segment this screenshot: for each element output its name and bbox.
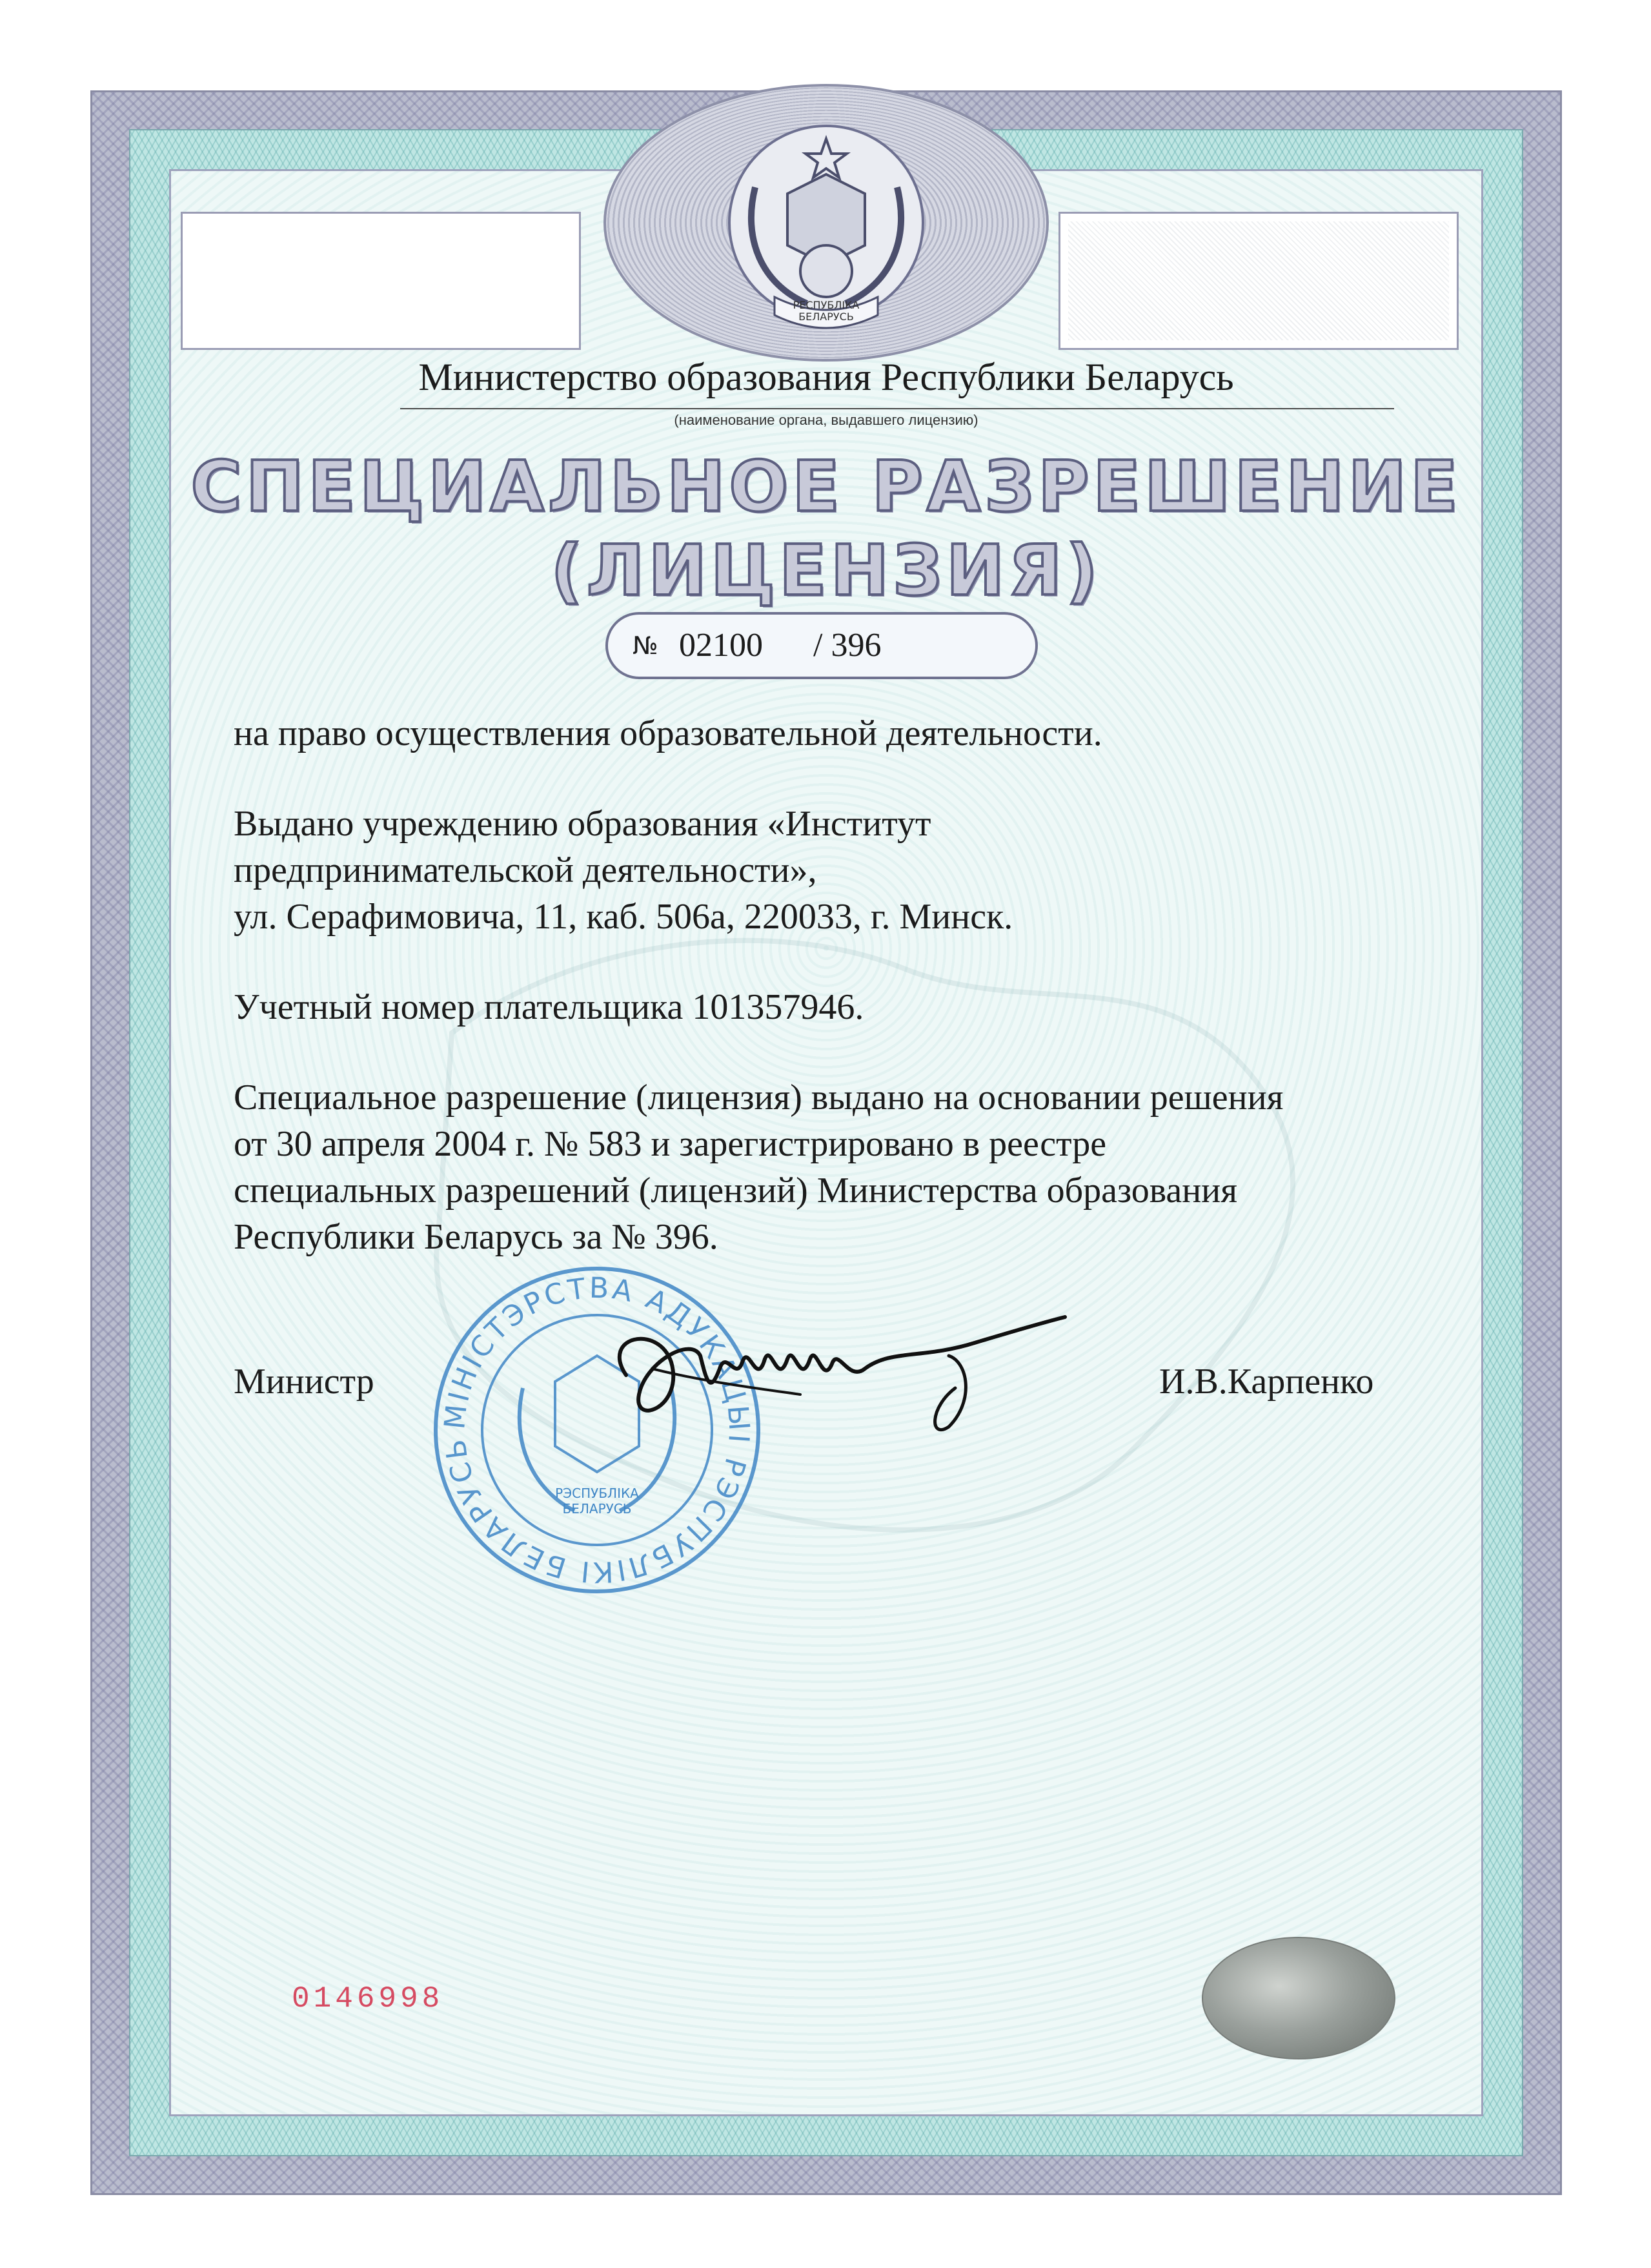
emblem-ribbon-text-2: БЕЛАРУСЬ [798,311,854,323]
license-registry-number: / 396 [813,627,882,664]
license-number-box [605,612,1038,679]
issuer-underline [400,408,1394,409]
document-title-line-1: СПЕЦИАЛЬНОЕ РАЗРЕШЕНИЕ [190,447,1462,527]
signatory-title: Министр [234,1362,374,1402]
issued-to-line-1: Выдано учреждению образования «Институт [234,804,931,844]
issuing-authority: Министерство образования Республики Беларусь [418,356,1234,398]
issued-to-line-3: ул. Серафимовича, 11, каб. 506а, 220033, г. Минск. [234,897,1013,937]
basis-line-2: от 30 апреля 2004 г. № 583 и зарегистрировано в реестре [234,1124,1107,1164]
document-title [181,445,1472,613]
seal-ring-text: МІНІСТЭРСТВА АДУКАЦЫІ РЭСПУБЛІКІ БЕЛАРУСЬ [438,1271,756,1589]
seal-center-text-2: БЕЛАРУСЬ [562,1501,632,1517]
basis-line-3: специальных разрешений (лицензий) Министерства образования [234,1170,1237,1211]
issued-to-line-2: предпринимательской деятельности», [234,850,817,890]
license-purpose: на право осуществления образовательной деятельности. [234,713,1102,753]
blank-cartouche-left [181,212,581,350]
form-serial-number: 0146998 [292,1982,444,2016]
document-title-line-2: (ЛИЦЕНЗИЯ) [551,531,1102,611]
state-emblem-icon [704,110,949,342]
blank-cartouche-right [1058,212,1459,350]
number-sign: № [633,631,658,660]
license-series-number: 02100 [679,627,763,664]
taxpayer-number: Учетный номер плательщика 101357946. [234,987,864,1027]
emblem-ribbon-text-1: РЕСПУБЛІКА [793,299,860,311]
seal-center-text-1: РЭСПУБЛІКА [555,1486,639,1501]
signatory-name: И.В.Карпенко [1159,1362,1374,1402]
issuer-caption: (наименование органа, выдавшего лицензию) [674,412,978,428]
minister-signature [587,1298,1078,1459]
basis-line-1: Специальное разрешение (лицензия) выдано на основании решения [234,1078,1284,1118]
security-hologram [1202,1937,1395,2059]
basis-line-4: Республики Беларусь за № 396. [234,1217,718,1257]
